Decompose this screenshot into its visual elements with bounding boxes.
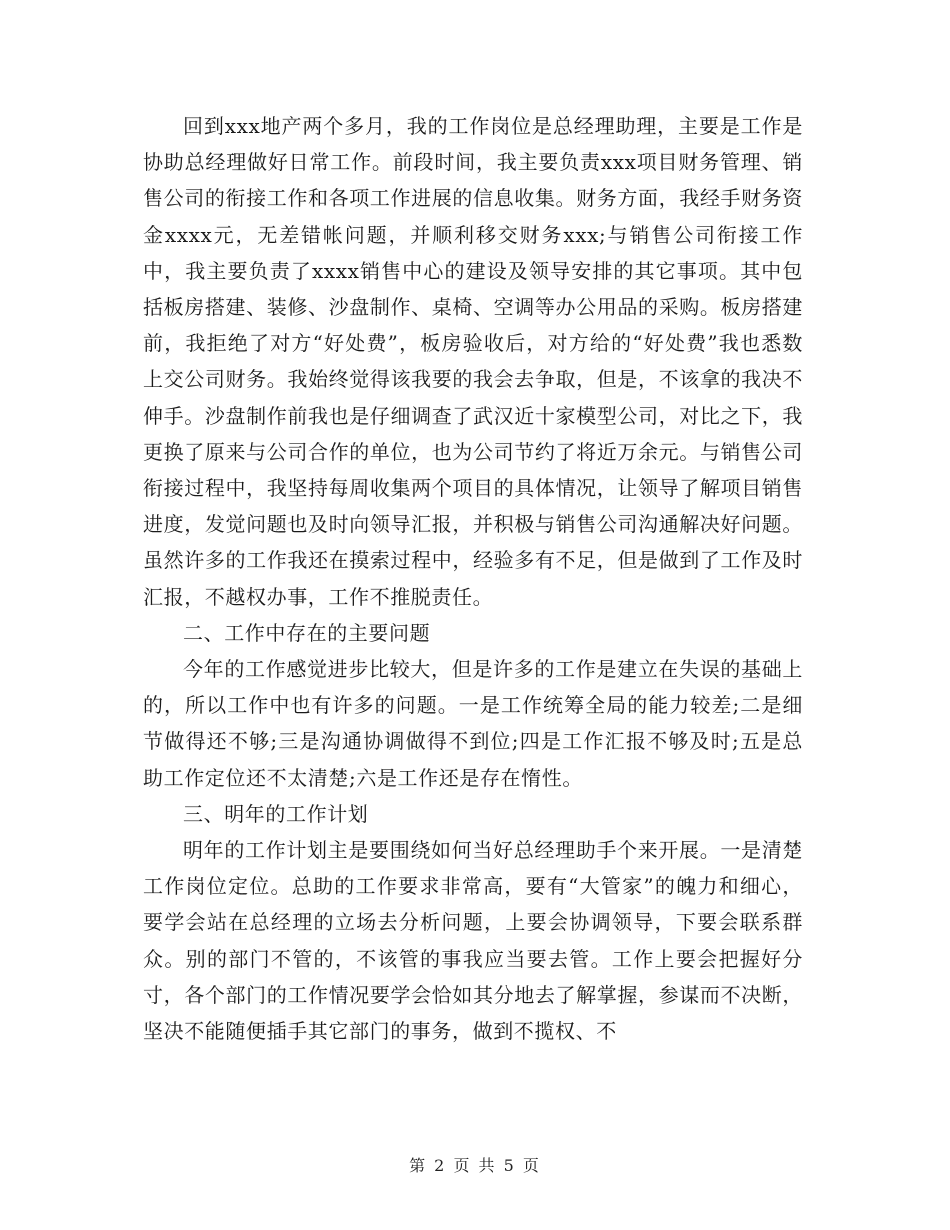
section-heading-problems: 二、工作中存在的主要问题	[183, 620, 431, 645]
paragraph-problems: 今年的工作感觉进步比较大，但是许多的工作是建立在失误的基础上的，所以工作中也有许多的问题。一是工作统筹全局的能力较差;二是细节做得还不够;三是沟通协调做得不到位;四是工作汇报不够及时;五是总助工作定位还不太清楚;六是工作还是存在惰性。	[143, 657, 803, 790]
document-body	[143, 108, 803, 1049]
paragraph-plan: 明年的工作计划主是要围绕如何当好总经理助手个来开展。一是清楚工作岗位定位。总助的工作要求非常高，要有“大管家”的魄力和细心，要学会站在总经理的立场去分析问题，上要会协调领导，下要会联系群众。别的部门不管的，不该管的事我应当要去管。工作上要会把握好分寸，各个部门的工作情况要学会恰如其分地去了解掌握，参谋而不决断，坚决不能随便插手其它部门的事务，做到不揽权、不	[143, 838, 803, 1044]
page-footer: 第 2 页 共 5 页	[409, 1156, 541, 1175]
paragraph-work-summary: 回到xxx地产两个多月，我的工作岗位是总经理助理，主要是工作是协助总经理做好日常工作。前段时间，我主要负责xxx项目财务管理、销售公司的衔接工作和各项工作进展的信息收集。财务方面，我经手财务资金xxxx元，无差错帐问题，并顺利移交财务xxx;与销售公司衔接工作中，我主要负责了xxxx销售中心的建设及领导安排的其它事项。其中包括板房搭建、装修、沙盘制作、桌椅、空调等办公用品的采购。板房搭建前，我拒绝了对方“好处费”，板房验收后，对方给的“好处费”我也悉数上交公司财务。我始终觉得该我要的我会去争取，但是，不该拿的我决不伸手。沙盘制作前我也是仔细调查了武汉近十家模型公司，对比之下，我更换了原来与公司合作的单位，也为公司节约了将近万余元。与销售公司衔接过程中，我坚持每周收集两个项目的具体情况，让领导了解项目销售进度，发觉问题也及时向领导汇报，并积极与销售公司沟通解决好问题。虽然许多的工作我还在摸索过程中，经验多有不足，但是做到了工作及时汇报，不越权办事，工作不推脱责任。	[143, 114, 803, 609]
section-heading-plan: 三、明年的工作计划	[183, 801, 369, 826]
